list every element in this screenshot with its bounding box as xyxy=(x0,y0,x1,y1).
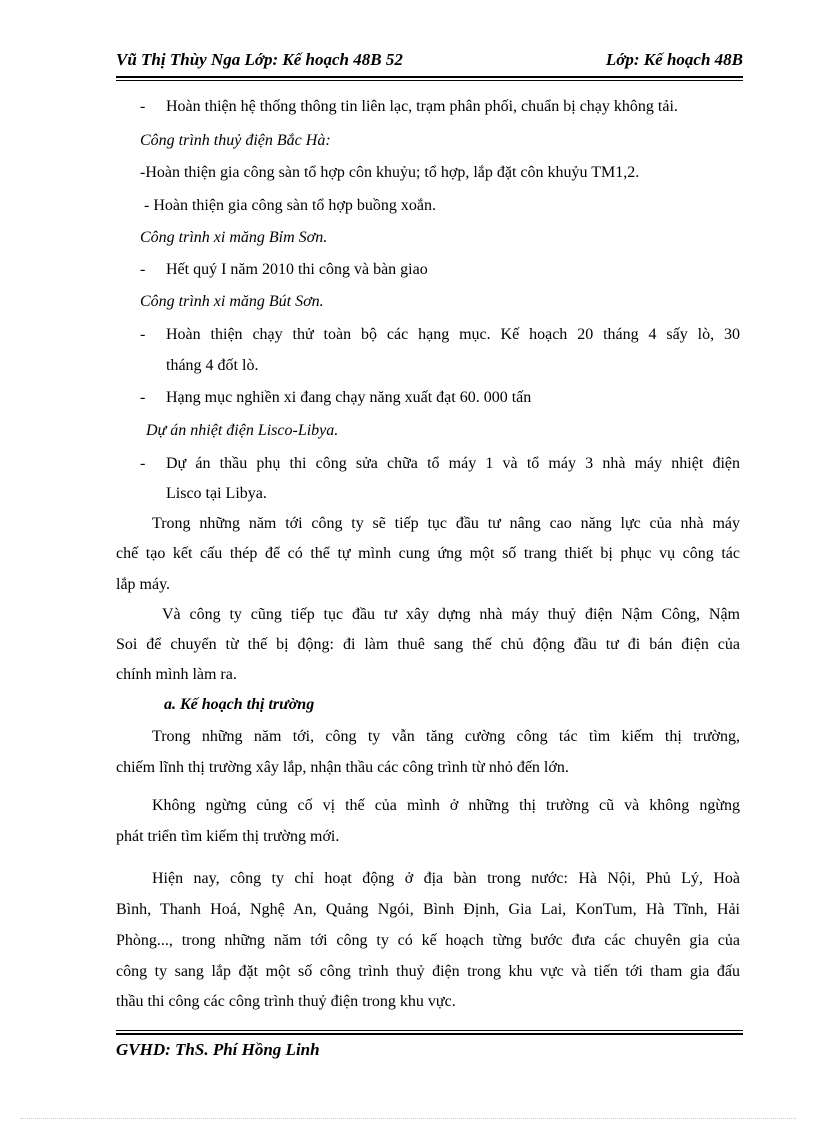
bullet-text: Hoàn thiện chạy thử toàn bộ các hạng mục. Kế hoạch 20 tháng 4 sấy lò, 30 xyxy=(166,326,740,343)
paragraph-line: lắp máy. xyxy=(116,576,171,593)
bullet-text: Hoàn thiện hệ thống thông tin liên lạc, trạm phân phối, chuẩn bị chạy không tải. xyxy=(166,98,678,115)
paragraph-line: Không ngừng củng cố vị thế của mình ở những thị trường cũ và không ngừng xyxy=(152,797,740,814)
bullet-text: Hạng mục nghiền xi đang chạy năng xuất đạt 60. 000 tấn xyxy=(166,389,532,406)
paragraph-line: -Hoàn thiện gia công sàn tổ hợp côn khuỷu; tổ hợp, lắp đặt côn khuỷu TM1,2. xyxy=(140,164,640,181)
paragraph-line: Trong những năm tới công ty sẽ tiếp tục đầu tư nâng cao năng lực của nhà máy xyxy=(152,515,740,532)
footer-rule-thin xyxy=(116,1030,743,1031)
paragraph-line: chế tạo kết cấu thép để có thể tự mình cung ứng một số trang thiết bị phục vụ công tác xyxy=(116,545,740,562)
bullet-text: Dự án thầu phụ thi công sửa chữa tổ máy 1 và tổ máy 3 nhà máy nhiệt điện xyxy=(166,455,740,472)
subheading: Dự án nhiệt điện Lisco-Libya. xyxy=(146,422,339,439)
section-heading: a. Kế hoạch thị trường xyxy=(164,696,315,713)
paragraph-line: Hiện nay, công ty chỉ hoạt động ở địa bàn trong nước: Hà Nội, Phủ Lý, Hoà xyxy=(152,870,740,887)
paragraph-line: Trong những năm tới, công ty vẫn tăng cường công tác tìm kiếm thị trường, xyxy=(152,728,740,745)
header-right-text: Lớp: Kế hoạch 48B xyxy=(605,50,743,69)
subheading: Công trình xi măng Bỉm Sơn. xyxy=(140,229,328,246)
paragraph-line: chiếm lĩnh thị trường xây lắp, nhận thầu các công trình từ nhỏ đến lớn. xyxy=(116,759,569,776)
page-footer: GVHD: ThS. Phí Hồng Linh xyxy=(116,1040,320,1059)
paragraph-line: Và công ty cũng tiếp tục đầu tư xây dựng nhà máy thuỷ điện Nậm Công, Nậm xyxy=(162,606,740,623)
paragraph-line: thầu thi công các công trình thuỷ điện trong khu vực. xyxy=(116,993,456,1010)
subheading: Công trình thuỷ điện Bắc Hà: xyxy=(140,132,331,149)
header-rule-thin xyxy=(116,80,743,81)
paragraph-line: - Hoàn thiện gia công sàn tổ hợp buồng xoắn. xyxy=(140,197,436,214)
page-header xyxy=(116,48,743,74)
paragraph-line: Soi để chuyển từ thế bị động: đi làm thuê sang thế chủ động đầu tư đi bán điện của xyxy=(116,636,740,653)
header-rule xyxy=(116,76,743,78)
bullet-text: Hết quý I năm 2010 thi công và bàn giao xyxy=(166,261,428,278)
footer-rule xyxy=(116,1033,743,1035)
page-bottom-border xyxy=(20,1118,796,1119)
header-left-text: Vũ Thị Thùy Nga Lớp: Kế hoạch 48B 52 xyxy=(116,50,403,69)
paragraph-line: Bình, Thanh Hoá, Nghệ An, Quảng Ngói, Bình Định, Gia Lai, KonTum, Hà Tĩnh, Hải xyxy=(116,901,740,918)
paragraph-line: phát triển tìm kiếm thị trường mới. xyxy=(116,828,340,845)
bullet-text-continued: tháng 4 đốt lò. xyxy=(166,357,259,374)
paragraph-line: công ty sang lắp đặt một số công trình thuỷ điện trong khu vực và tiến tới tham gia đấu xyxy=(116,963,740,980)
paragraph-line: chính mình làm ra. xyxy=(116,666,237,683)
subheading: Công trình xi măng Bút Sơn. xyxy=(140,293,324,310)
bullet-text-continued: Lisco tại Libya. xyxy=(166,485,267,502)
paragraph-line: Phòng..., trong những năm tới công ty có kế hoạch từng bước đưa các chuyên gia của xyxy=(116,932,740,949)
